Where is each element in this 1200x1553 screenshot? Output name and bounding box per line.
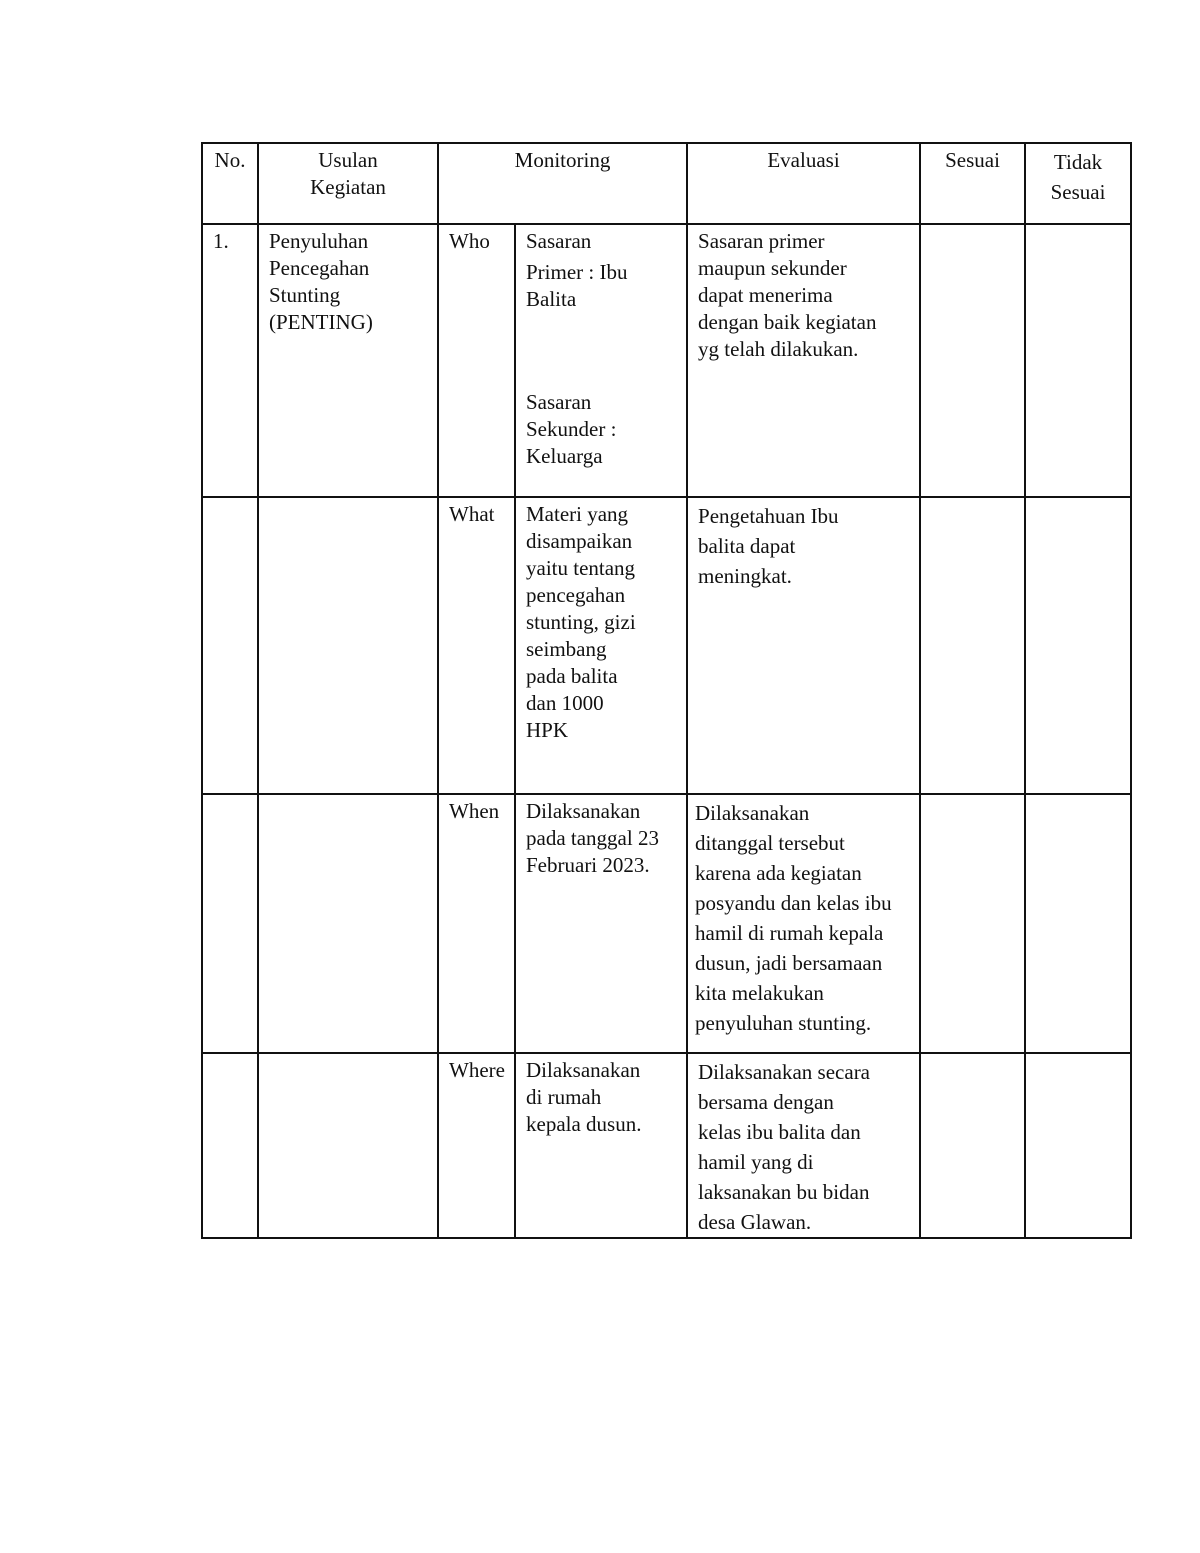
cell-usulan-empty	[258, 497, 438, 794]
table-row-what	[202, 497, 1131, 794]
header-tidak-sesuai: Tidak Sesuai	[1025, 143, 1131, 224]
cell-evaluasi-when: Dilaksanakan ditanggal tersebut karena ada kegiatan posyandu dan kelas ibu hamil di rumah kepala dusun, jadi bersamaan kita melakukan penyuluhan stunting.	[687, 794, 920, 1053]
cell-monitoring-what: Materi yang disampaikan yaitu tentang pencegahan stunting, gizi seimbang pada balita dan 1000 HPK	[515, 497, 687, 794]
header-monitoring: Monitoring	[438, 143, 687, 224]
header-no: No.	[202, 143, 258, 224]
cell-tidak-sesuai-what	[1025, 497, 1131, 794]
cell-sesuai-who	[920, 224, 1025, 497]
cell-monitoring-where: Dilaksanakan di rumah kepala dusun.	[515, 1053, 687, 1238]
cell-sesuai-when	[920, 794, 1025, 1053]
cell-label-when: When	[438, 794, 515, 1053]
table-row-where	[202, 1053, 1131, 1238]
cell-tidak-sesuai-when	[1025, 794, 1131, 1053]
cell-monitoring-when: Dilaksanakan pada tanggal 23 Februari 2023.	[515, 794, 687, 1053]
cell-row-number-empty	[202, 1053, 258, 1238]
cell-usulan-empty	[258, 794, 438, 1053]
cell-label-what: What	[438, 497, 515, 794]
cell-sesuai-where	[920, 1053, 1025, 1238]
header-sesuai: Sesuai	[920, 143, 1025, 224]
cell-evaluasi-what: Pengetahuan Ibu balita dapat meningkat.	[687, 497, 920, 794]
cell-row-number: 1.	[202, 224, 258, 497]
cell-monitoring-who: Sasaran Primer : Ibu Balita Sasaran Sekunder : Keluarga	[515, 224, 687, 497]
cell-usulan-empty	[258, 1053, 438, 1238]
cell-label-where: Where	[438, 1053, 515, 1238]
header-evaluasi: Evaluasi	[687, 143, 920, 224]
cell-evaluasi-who: Sasaran primer maupun sekunder dapat menerima dengan baik kegiatan yg telah dilakukan.	[687, 224, 920, 497]
table-header-row	[202, 143, 1131, 224]
monitoring-evaluation-table	[201, 142, 1132, 1239]
cell-evaluasi-where: Dilaksanakan secara bersama dengan kelas ibu balita dan hamil yang di laksanakan bu bidan desa Glawan.	[687, 1053, 920, 1238]
table-row-when	[202, 794, 1131, 1053]
cell-sesuai-what	[920, 497, 1025, 794]
table-row-who	[202, 224, 1131, 497]
cell-usulan-kegiatan: Penyuluhan Pencegahan Stunting (PENTING)	[258, 224, 438, 497]
cell-tidak-sesuai-who	[1025, 224, 1131, 497]
cell-row-number-empty	[202, 794, 258, 1053]
cell-tidak-sesuai-where	[1025, 1053, 1131, 1238]
cell-label-who: Who	[438, 224, 515, 497]
header-usulan-kegiatan: Usulan Kegiatan	[258, 143, 438, 224]
cell-row-number-empty	[202, 497, 258, 794]
